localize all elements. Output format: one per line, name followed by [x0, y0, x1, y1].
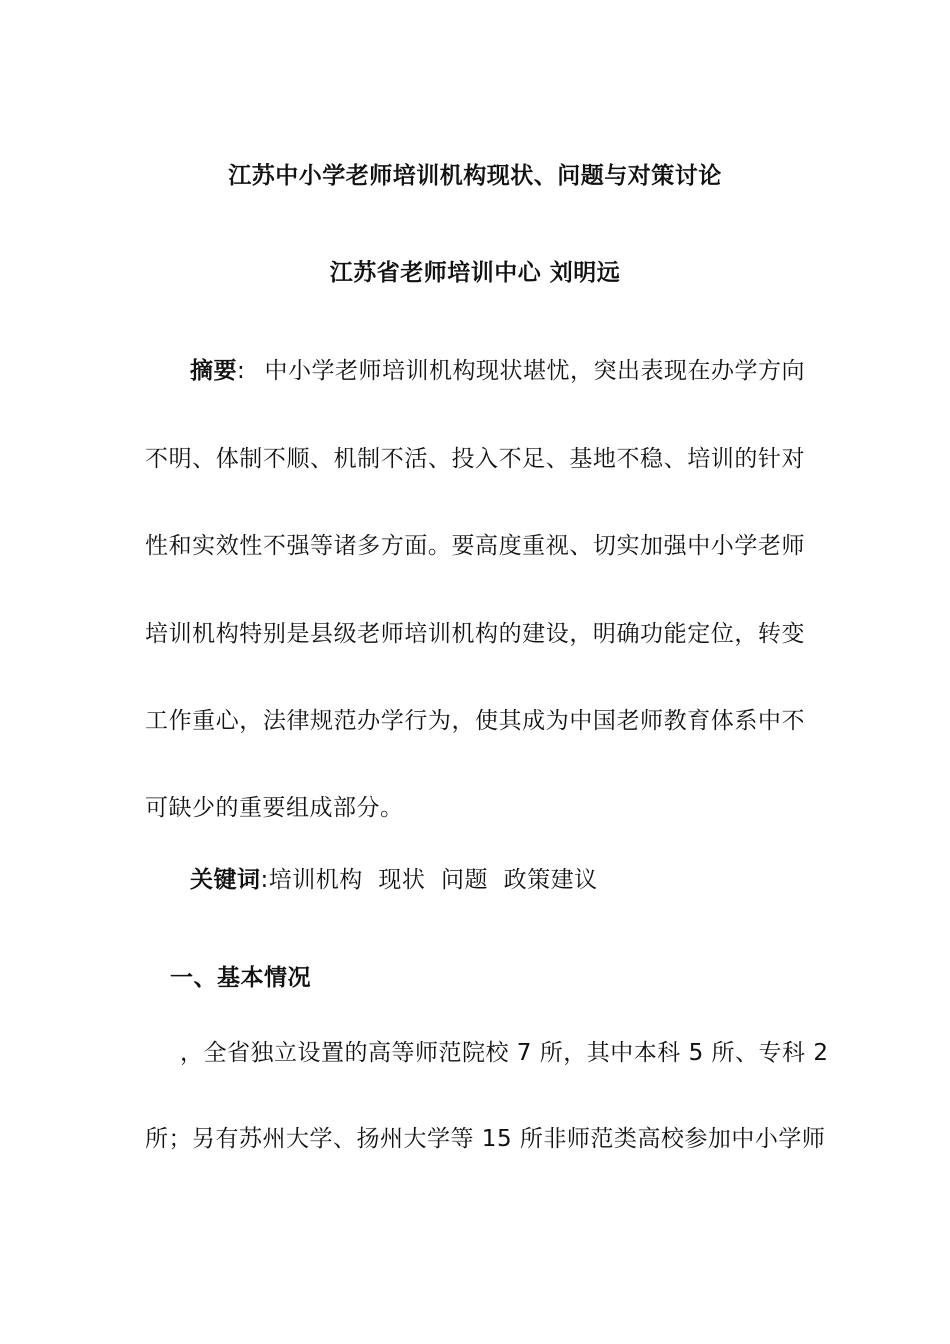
section-heading: 一、基本情况: [170, 965, 311, 991]
section-line-2: 所；另有苏州大学、扬州大学等 15 所非师范类高校参加中小学师: [145, 1126, 826, 1152]
abstract-label: 摘要: [190, 358, 237, 384]
abstract-line-6: 可缺少的重要组成部分。: [145, 795, 404, 821]
abstract-line-1: 中小学老师培训机构现状堪忧，突出表现在办学方向: [264, 358, 805, 384]
keywords-label: 关键词: [190, 867, 261, 893]
abstract-line-5: 工作重心，法律规范办学行为，使其成为中国老师教育体系中不: [145, 708, 805, 734]
abstract-line-3: 性和实效性不强等诸多方面。要高度重视、切实加强中小学老师: [145, 533, 805, 559]
keywords-line: [190, 865, 598, 895]
document-title: 江苏中小学老师培训机构现状、问题与对策讨论: [228, 163, 722, 189]
section-line-1: ，全省独立设置的高等师范院校 7 所，其中本科 5 所、专科 2: [180, 1040, 829, 1066]
author-line: 江苏省老师培训中心 刘明远: [329, 260, 621, 286]
keywords-separator: :: [260, 867, 269, 893]
keywords-text: 培训机构 现状 问题 政策建议: [268, 867, 598, 893]
abstract-first-line: [190, 356, 805, 386]
abstract-line-4: 培训机构特别是县级老师培训机构的建设，明确功能定位，转变: [145, 621, 805, 647]
abstract-label-group: [190, 356, 245, 386]
abstract-line-2: 不明、体制不顺、机制不活、投入不足、基地不稳、培训的针对: [145, 446, 805, 472]
abstract-separator: :: [237, 358, 246, 384]
